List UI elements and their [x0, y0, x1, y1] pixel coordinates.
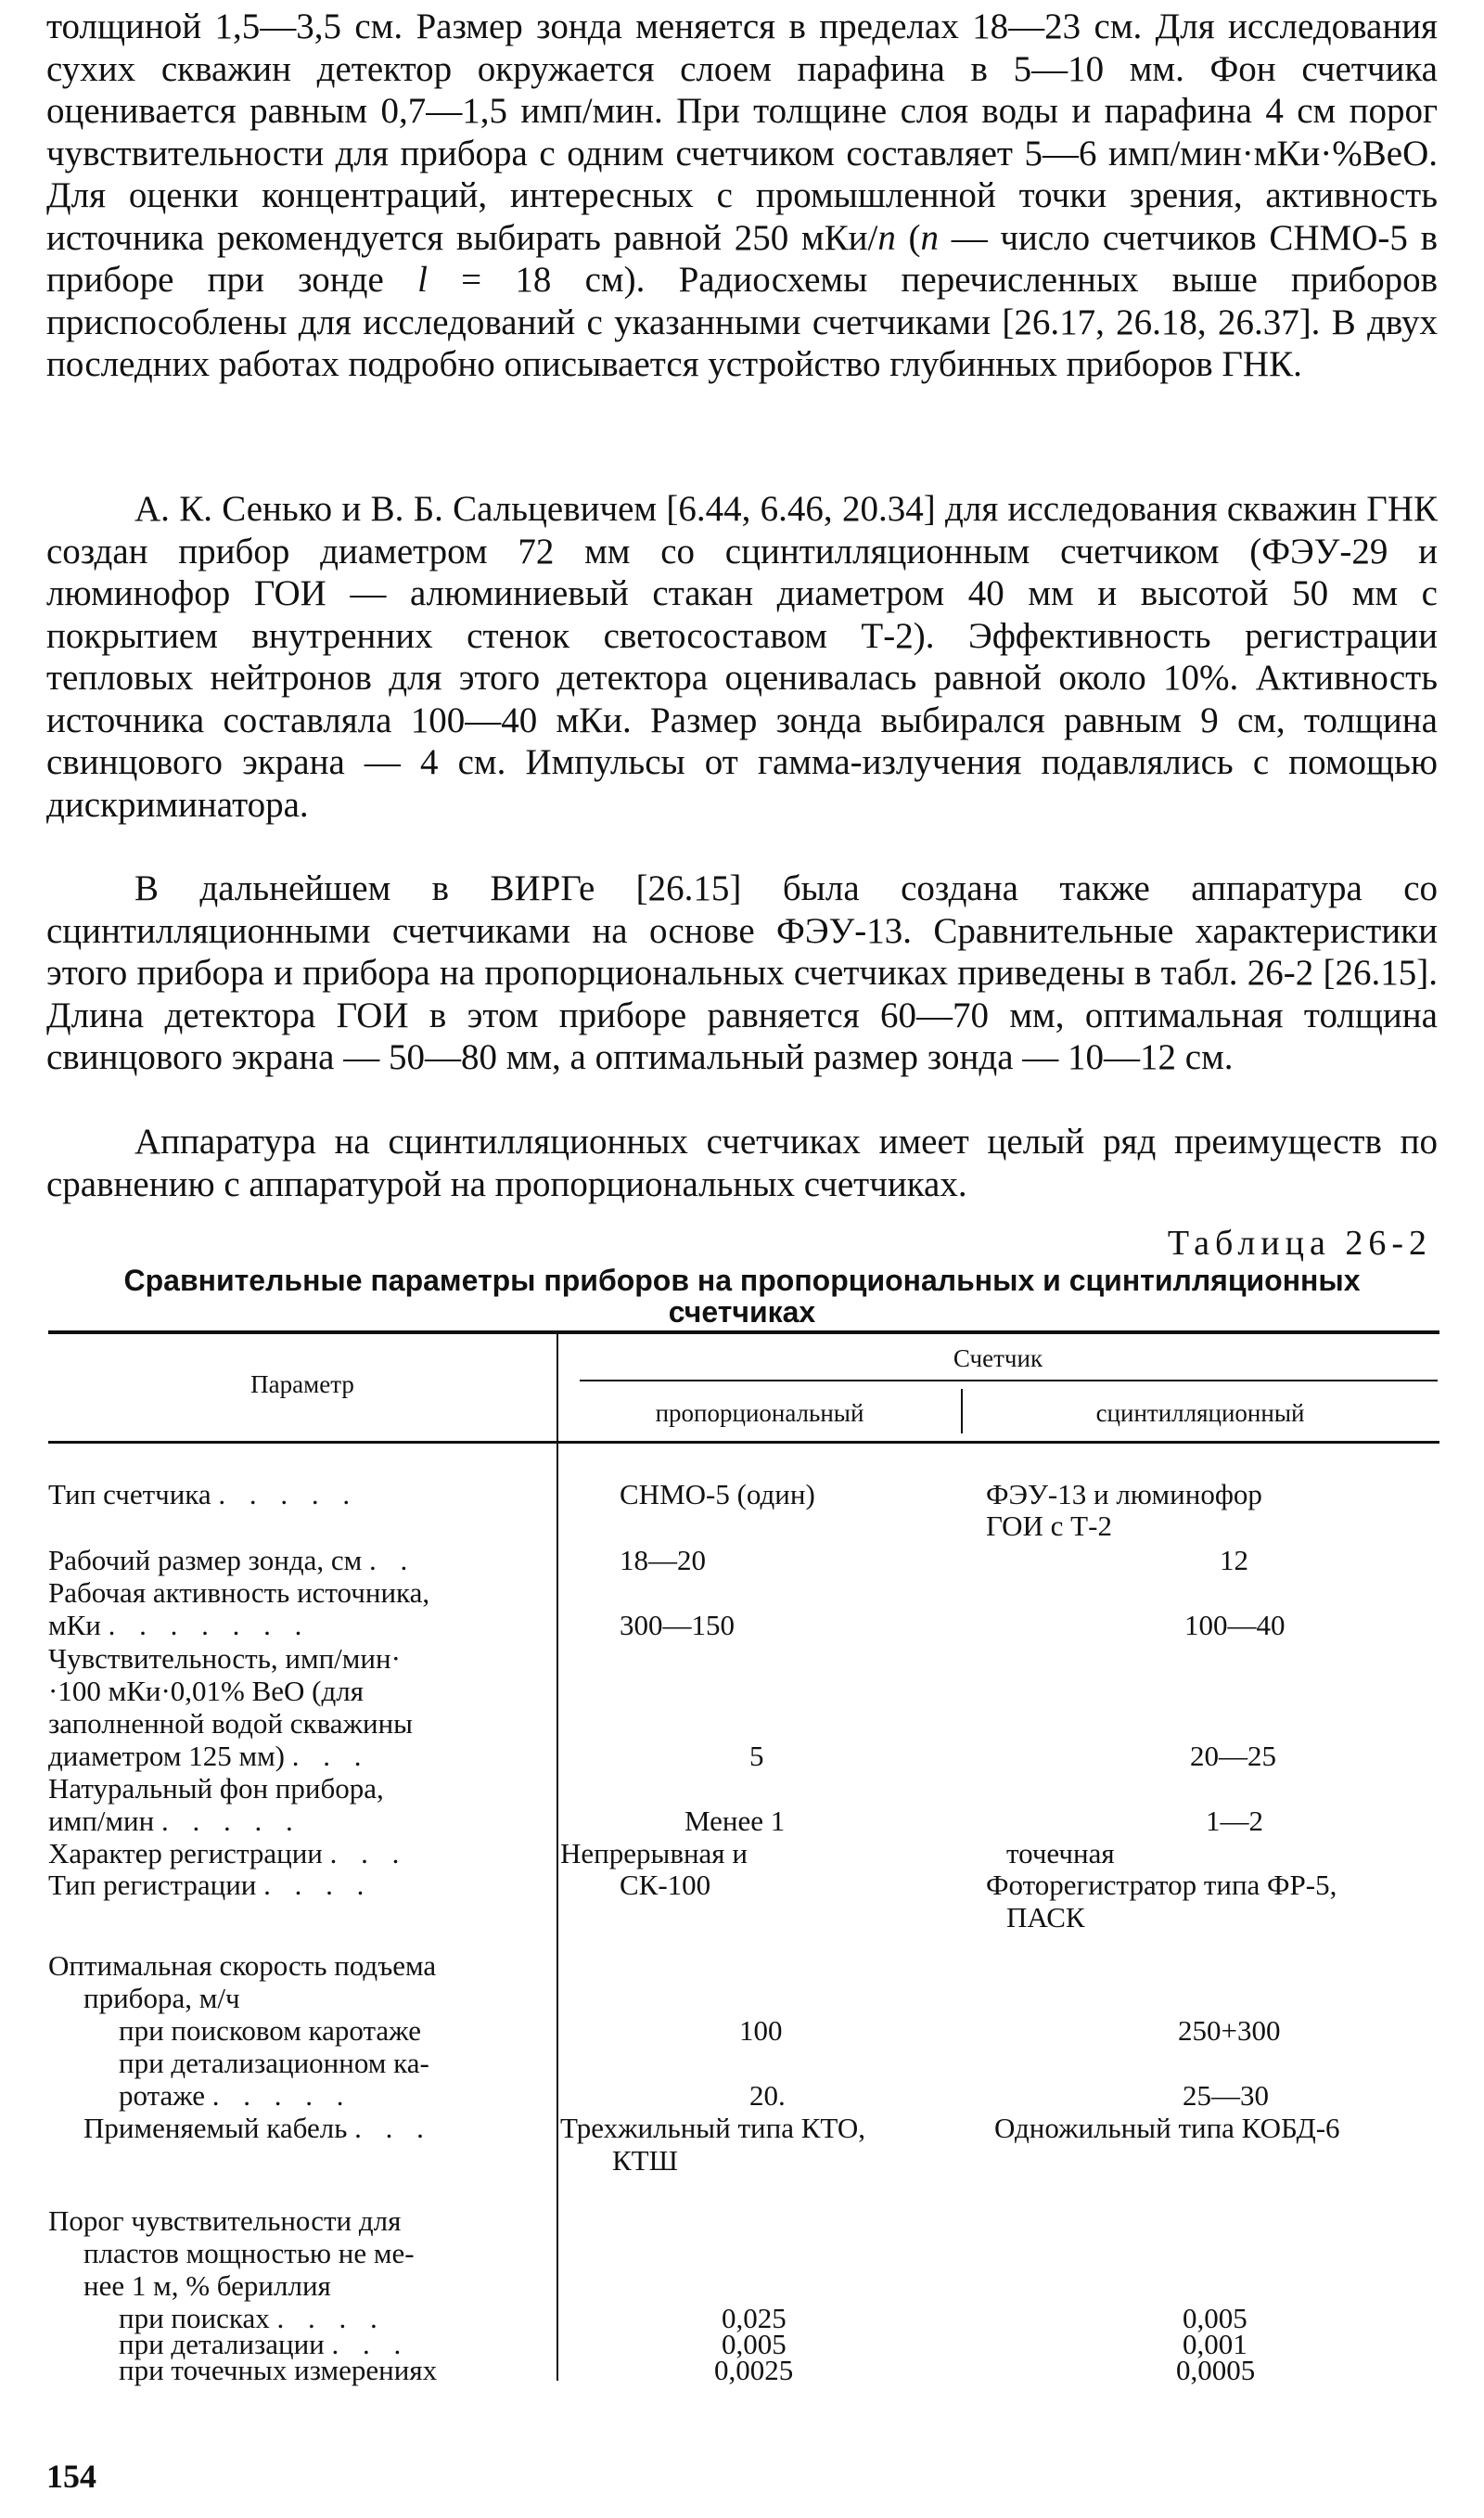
table-row-param: Чувствительность, имп/мин· ·100 мКи·0,01% ВеО (для заполненной водой скважины диаметром 125 мм) . . . — [48, 1642, 413, 1772]
table-cell-scint: Фоторегистратор типа ФР-5, — [986, 1869, 1337, 1901]
table-row-param: Рабочая активность источника, мКи . . . . . . . — [48, 1576, 430, 1641]
table-row-param-group: Порог чувствительности для пластов мощностью не ме- нее 1 м, % бериллия — [48, 2204, 415, 2302]
table-cell-scint: 100—40 — [1184, 1609, 1286, 1641]
table-cell-scint: ПАСК — [1006, 1901, 1085, 1933]
table-row-param: Тип регистрации . . . . — [48, 1869, 373, 1901]
page-number: 154 — [46, 2458, 96, 2495]
table-row-param: при точечных измерениях — [119, 2354, 438, 2386]
table-cell-scint: 1—2 — [1206, 1805, 1263, 1837]
paragraph-1: толщиной 1,5—3,5 см. Размер зонда меняется в пределах 18—23 см. Для исследования сухих скважин детектор окружается слоем парафина в 5—10 мм. Фон счетчика оценивается равным 0,7—1,5 имп/мин. При толщине слоя воды и парафина 4 см порог чувствительности для прибора с одним счетчиком составляет 5—6 имп/мин·мКи·%ВеО. Для оценки концентраций, интересных с промышленной точки зрения, активность источника рекомендуется выбирать равной 250 мКи/n (n — число счетчиков СНМО-5 в приборе при зонде l = 18 см). Радиосхемы перечисленных выше приборов приспособлены для исследований с указанными счетчиками [26.17, 26.18, 26.37]. В двух последних работах подробно описывается устройство глубинных приборов ГНК. — [46, 6, 1438, 384]
table-cell-scint: 12 — [1220, 1544, 1248, 1576]
table-row-param: при детализации . . . — [119, 2328, 410, 2360]
table-cell-prop: 5 — [749, 1740, 764, 1772]
table-cell-prop: 300—150 — [620, 1609, 735, 1641]
header-proportional: пропорциональный — [655, 1399, 864, 1427]
table-row-param: Применяемый кабель . . . — [83, 2112, 432, 2144]
table-cell-scint: 0,001 — [1183, 2328, 1247, 2360]
table-cell-prop: 0,005 — [722, 2328, 787, 2360]
table-number: Таблица 26-2 — [1167, 1224, 1432, 1263]
table-cell-scint: 0,0005 — [1176, 2354, 1256, 2386]
table-cell-scint: ГОИ с Т-2 — [986, 1510, 1112, 1542]
paragraph-3: В дальнейшем в ВИРГе [26.15] была создана также аппаратура со сцинтилляционными счетчиками на основе ФЭУ-13. Сравнительные характеристики этого прибора и прибора на пропорциональных счетчиках приведены в табл. 26-2 [26.15]. Длина детектора ГОИ в этом приборе равняется 60—70 мм, оптимальная толщина свинцового экрана — 50—80 мм, а оптимальный размер зонда — 10—12 см. — [46, 868, 1438, 1077]
table-caption: Сравнительные параметры приборов на пропорциональных и сцинтилляционных счетчиках — [123, 1264, 1361, 1329]
table-row-param: Характер регистрации . . . — [48, 1837, 408, 1869]
table-row-param: при детализационном ка- ротаже . . . . . — [119, 2047, 429, 2112]
table-header-rule — [48, 1441, 1439, 1444]
header-counter: Счетчик — [953, 1344, 1043, 1372]
table-row-param: Тип счетчика . . . . . — [48, 1478, 359, 1510]
table-cell-prop: 20. — [749, 2079, 786, 2112]
table-cell-scint: ФЭУ-13 и люминофор — [986, 1478, 1262, 1510]
table-row-param: при поисковом каротаже — [119, 2014, 421, 2047]
table-row-param: Натуральный фон прибора, имп/мин . . . . . — [48, 1772, 384, 1837]
paragraph-4: Аппаратура на сцинтилляционных счетчиках имеет целый ряд преимуществ по сравнению с аппаратурой на пропорциональных счетчиках. — [46, 1122, 1438, 1204]
table-row-param: Рабочий размер зонда, см . . — [48, 1544, 416, 1576]
table-cell-prop: СК-100 — [620, 1869, 711, 1901]
table-cell-prop: 0,025 — [722, 2302, 787, 2334]
table-cell-scint: 25—30 — [1183, 2079, 1269, 2112]
table-cell-prop: КТШ — [612, 2144, 678, 2177]
table-cell-prop: СНМО-5 (один) — [620, 1478, 815, 1510]
table-cell-prop: 0,0025 — [714, 2354, 794, 2386]
table-cell-scint: Одножильный типа КОБД-6 — [994, 2112, 1340, 2144]
table-cell-prop: Непрерывная и — [560, 1837, 748, 1869]
table-cell-prop: 100 — [739, 2014, 783, 2047]
header-parameter: Параметр — [250, 1370, 354, 1398]
table-cell-scint: 250+300 — [1178, 2014, 1281, 2047]
table-cell-scint: точечная — [1006, 1837, 1115, 1869]
paragraph-2: А. К. Сенько и В. Б. Сальцевичем [6.44, 6.46, 20.34] для исследования скважин ГНК создан прибор диаметром 72 мм со сцинтилляционным счетчиком (ФЭУ-29 и люминофор ГОИ — алюминиевый стакан диаметром 40 мм и высотой 50 мм с покрытием внутренних стенок светосоставом Т-2). Эффективность регистрации тепловых нейтронов для этого детектора оценивалась равной около 10%. Активность источника составляла 100—40 мКи. Размер зонда выбирался равным 9 см, толщина свинцового экрана — 4 см. Импульсы от гамма-излучения подавлялись с помощью дискриминатора. — [46, 489, 1438, 825]
header-scintillation: сцинтилляционный — [1095, 1399, 1305, 1427]
table-cell-prop: Трехжильный типа КТО, — [560, 2112, 866, 2144]
table-cell-scint: 20—25 — [1190, 1740, 1276, 1772]
table-top-rule — [48, 1330, 1439, 1334]
table-cell-prop: Менее 1 — [684, 1805, 786, 1837]
table-cell-scint: 0,005 — [1183, 2302, 1247, 2334]
table-column-divider-1 — [556, 1332, 558, 2381]
table-cell-prop: 18—20 — [620, 1544, 706, 1576]
table-counter-rule — [580, 1380, 1438, 1381]
table-row-param-group: Оптимальная скорость подъема прибора, м/ч — [48, 1949, 437, 2014]
table-row-param: при поисках . . . . — [119, 2302, 386, 2334]
